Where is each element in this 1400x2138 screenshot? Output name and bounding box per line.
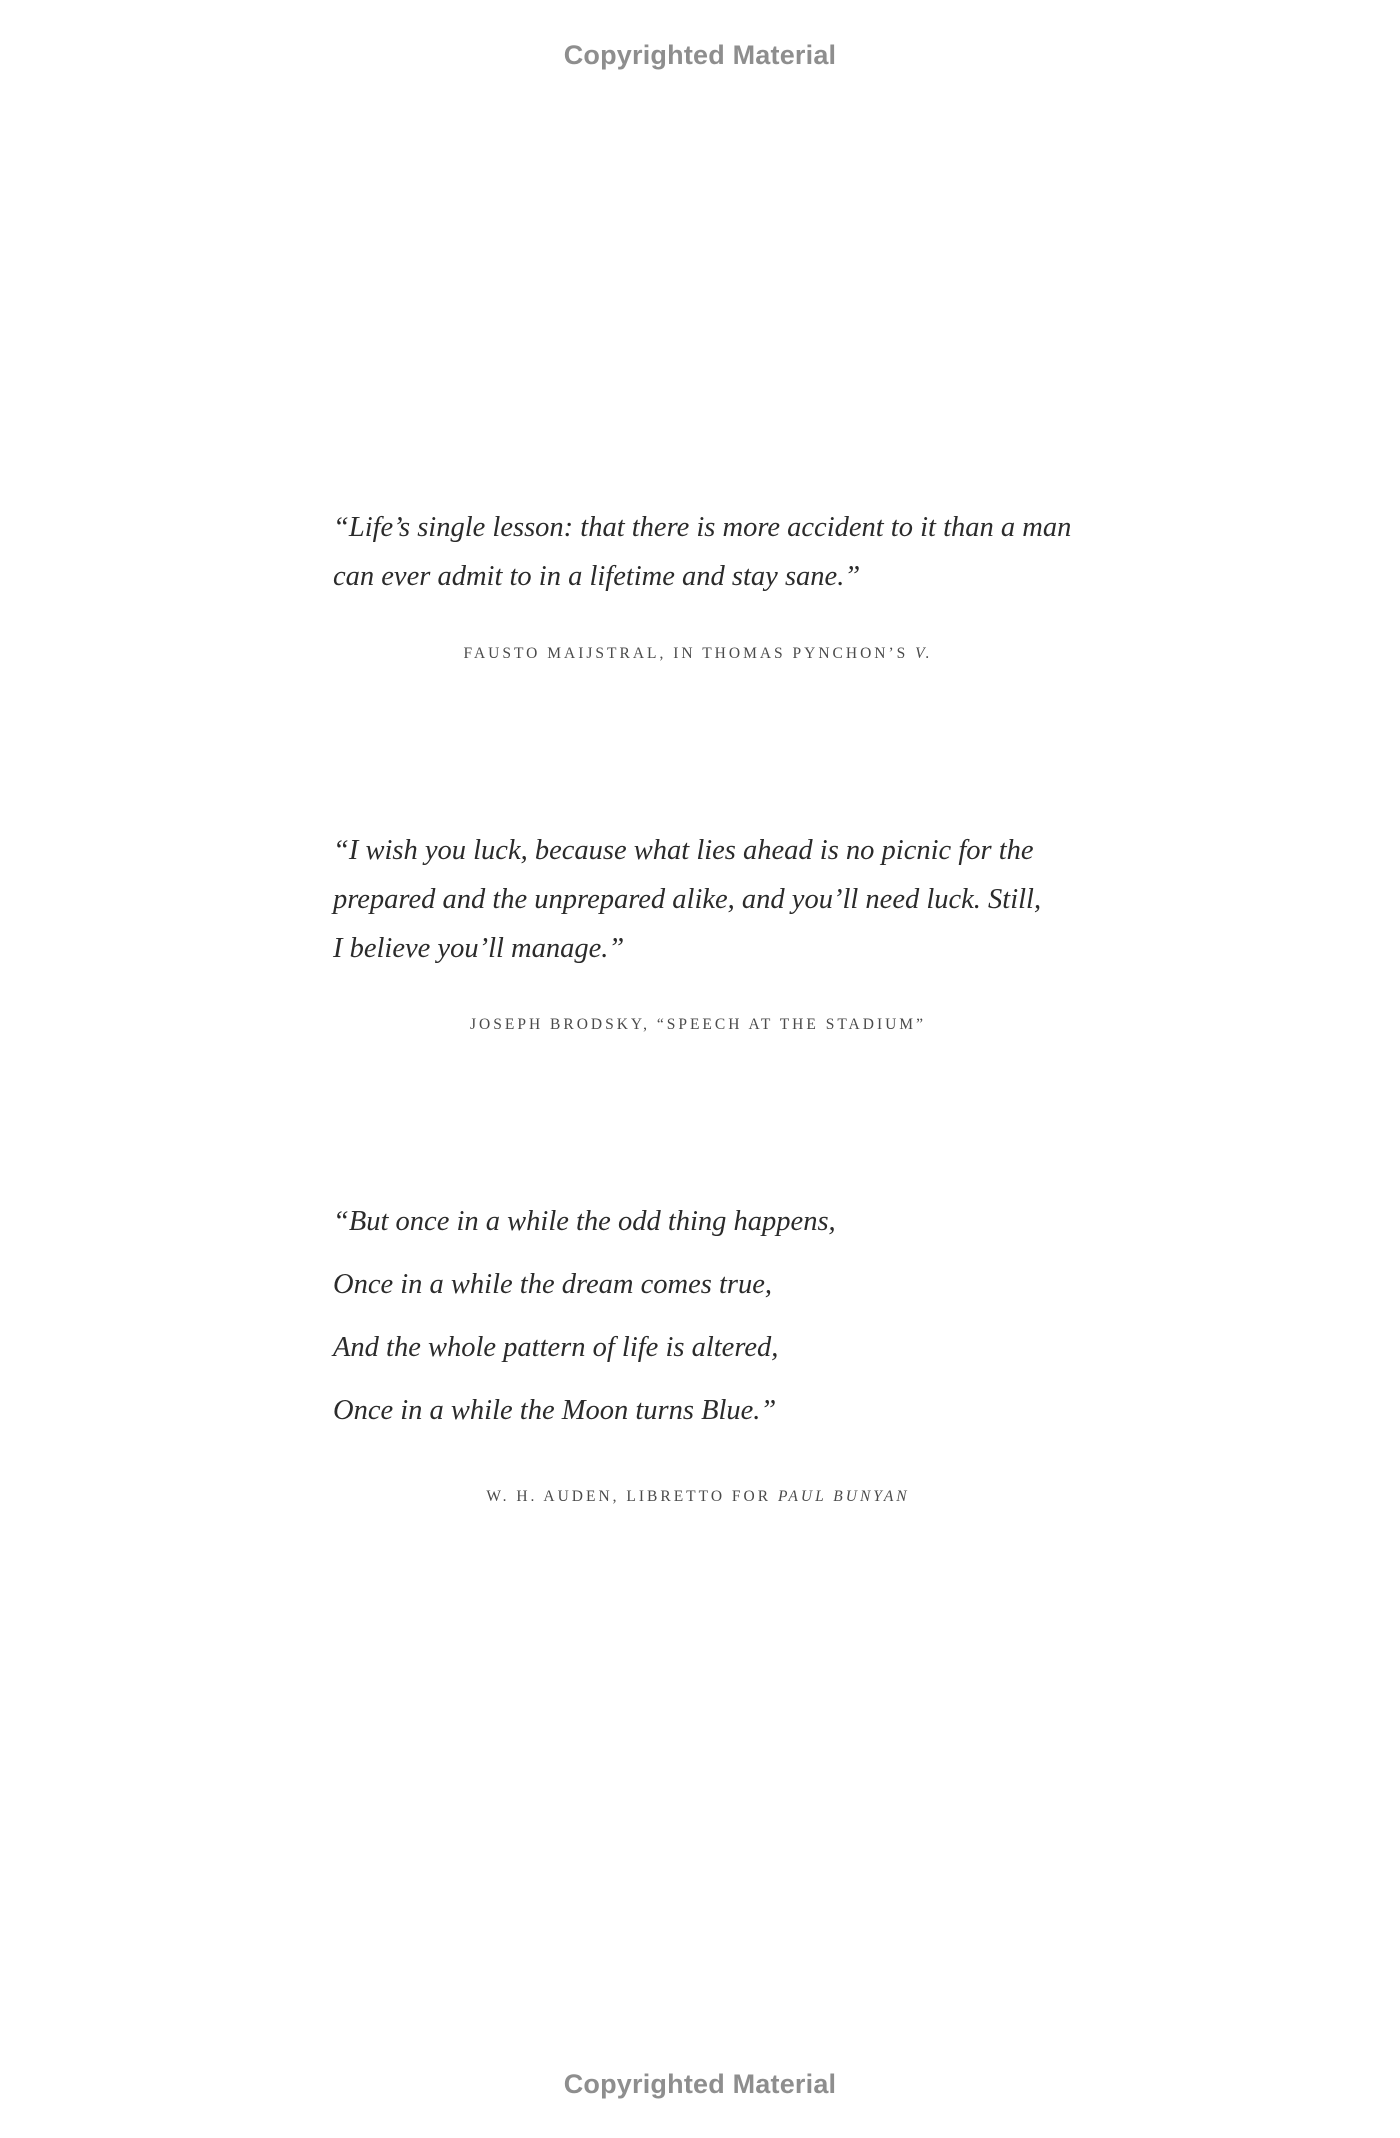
epigraph-attribution [333, 1488, 1063, 1506]
epigraph-brodsky [333, 826, 1093, 1034]
attribution-text: FAUSTO MAIJSTRAL, IN THOMAS PYNCHON’S [463, 645, 916, 662]
copyright-watermark-bottom: Copyrighted Material [563, 2069, 837, 2099]
epigraph-auden [333, 1190, 1093, 1506]
attribution-title: V. [915, 645, 933, 662]
verse-line: “But once in a while the odd thing happens, [333, 1206, 836, 1237]
epigraph-quote [333, 503, 1093, 601]
quote-line: prepared and the unprepared alike, and you’ll need luck. Still, [333, 884, 1042, 915]
quote-line: can ever admit to in a lifetime and stay sane.” [333, 561, 861, 592]
epigraph-attribution [333, 645, 1063, 663]
quote-line: “I wish you luck, because what lies ahead is no picnic for the [333, 835, 1034, 866]
epigraph-quote [333, 826, 1093, 973]
quote-line: I believe you’ll manage.” [333, 933, 625, 964]
verse-line: Once in a while the dream comes true, [333, 1269, 773, 1300]
attribution-title: PAUL BUNYAN [777, 1488, 910, 1505]
attribution-text: JOSEPH BRODSKY, “SPEECH AT THE STADIUM” [470, 1016, 926, 1033]
attribution-text: W. H. AUDEN, LIBRETTO FOR [486, 1488, 778, 1505]
verse-line: Once in a while the Moon turns Blue.” [333, 1395, 777, 1426]
epigraph-pynchon [333, 503, 1093, 663]
epigraph-attribution [333, 1016, 1063, 1034]
copyright-watermark-top: Copyrighted Material [563, 40, 837, 70]
epigraph-quote [333, 1190, 1093, 1442]
verse-line: And the whole pattern of life is altered, [333, 1332, 779, 1363]
quote-line: “Life’s single lesson: that there is more accident to it than a man [333, 512, 1072, 543]
